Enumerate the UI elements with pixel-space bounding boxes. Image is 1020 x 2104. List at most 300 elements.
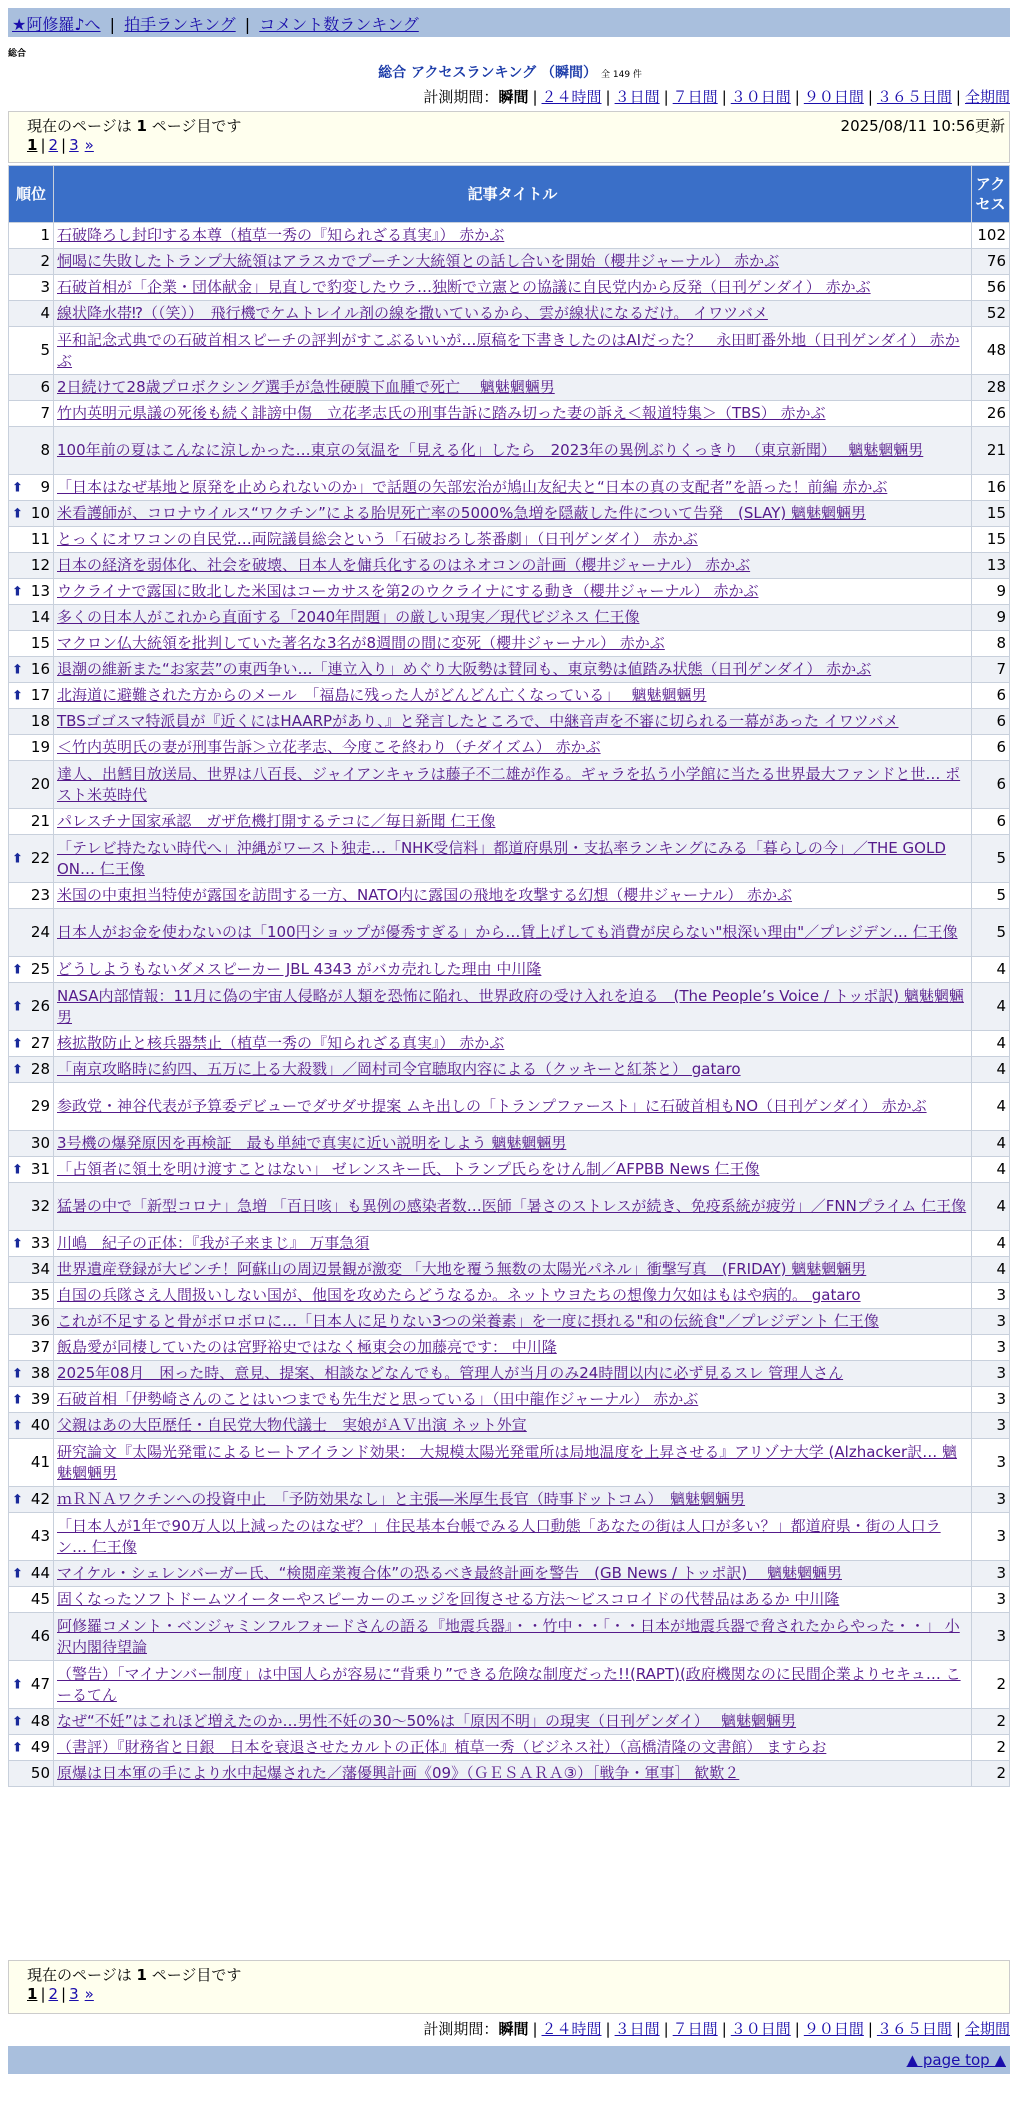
title-cell xyxy=(54,375,972,401)
article-link[interactable]: ウクライナで露国に敗北した米国はコーカサスを第2のウクライナにする動き（櫻井ジャーナル） 赤かぶ xyxy=(57,582,759,600)
rank-cell xyxy=(9,1335,54,1361)
article-link[interactable]: 「テレビ持たない時代へ」沖縄がワースト独走…「NHK受信料」都道府県別・支払率ランキングにみる「暮らしの今」／THE GOLD ON… 仁王像 xyxy=(57,838,946,878)
access-cell: 9 xyxy=(972,579,1010,605)
access-cell: 5 xyxy=(972,883,1010,909)
pager-separator: | xyxy=(40,1985,46,2003)
article-link[interactable]: 北海道に避難された方からのメール 「福島に残った人がどんどん亡くなっている」 魑魅魍魎男 xyxy=(57,686,707,704)
rank-cell xyxy=(9,1587,54,1613)
nav-separator: | xyxy=(244,15,251,34)
article-link[interactable]: 米国の中東担当特使が露国を訪問する一方、NATO内に露国の飛地を攻撃する幻想（櫻井ジャーナル） 赤かぶ xyxy=(57,886,793,904)
title-cell xyxy=(54,527,972,553)
access-cell: 4 xyxy=(972,1157,1010,1183)
table-row xyxy=(9,1335,1010,1361)
access-cell: 6 xyxy=(972,761,1010,809)
table-header-row xyxy=(9,166,1010,223)
access-cell: 3 xyxy=(972,1613,1010,1661)
access-cell: 4 xyxy=(972,983,1010,1031)
title-cell xyxy=(54,1131,972,1157)
period-current: 瞬間 xyxy=(498,2020,529,2038)
rank-up-arrow-icon: ⬆ xyxy=(12,1036,23,1051)
rank-number: 25 xyxy=(30,960,50,978)
article-link[interactable]: 石破首相「伊勢崎さんのことはいつまでも先生だと思っている」（田中龍作ジャーナル） 赤かぶ xyxy=(57,1390,699,1408)
page-top-link[interactable]: ▲ page top ▲ xyxy=(906,2051,1006,2069)
access-cell: 3 xyxy=(972,1413,1010,1439)
article-link[interactable]: 「南京攻略時に約四、五万に上る大殺戮」／岡村司令官聴取内容による（クッキーと紅茶と） gataro xyxy=(57,1060,741,1078)
title-cell xyxy=(54,1309,972,1335)
period-separator: | xyxy=(867,88,873,106)
article-link[interactable]: 3号機の爆発原因を再検証 最も単純で真実に近い説明をしよう 魑魅魍魎男 xyxy=(57,1134,567,1152)
access-cell: 2 xyxy=(972,1709,1010,1735)
access-cell: 48 xyxy=(972,327,1010,375)
period-option-link[interactable]: ９０日間 xyxy=(803,2020,864,2038)
period-separator: | xyxy=(721,2020,727,2038)
article-link[interactable]: 石破首相が「企業・団体献金」見直しで豹変したウラ…独断で立憲との協議に自民党内から反発（日刊ゲンダイ） 赤かぶ xyxy=(57,278,871,296)
article-link[interactable]: 川嶋 紀子の正体：『我が子来まじ』 万事急須 xyxy=(57,1234,370,1252)
title-cell xyxy=(54,301,972,327)
rank-number: 42 xyxy=(30,1490,50,1508)
article-link[interactable]: 世界遺産登録が大ピンチ！阿蘇山の周辺景観が激変 「大地を覆う無数の太陽光パネル」衝撃写真 (FRIDAY) 魑魅魍魎男 xyxy=(57,1260,867,1278)
period-separator: | xyxy=(663,88,669,106)
table-row xyxy=(9,275,1010,301)
access-cell: 7 xyxy=(972,657,1010,683)
access-cell: 5 xyxy=(972,835,1010,883)
access-cell: 3 xyxy=(972,1361,1010,1387)
period-separator: | xyxy=(605,2020,611,2038)
table-row xyxy=(9,1587,1010,1613)
title-cell xyxy=(54,809,972,835)
table-row xyxy=(9,1309,1010,1335)
pager-current-page[interactable]: 1 xyxy=(27,1985,38,2003)
rank-number: 13 xyxy=(30,582,50,600)
period-current: 瞬間 xyxy=(498,88,529,106)
rank-cell xyxy=(9,1513,54,1561)
table-row xyxy=(9,983,1010,1031)
article-link[interactable]: 阿修羅コメント・ベンジャミンフルフォードさんの語る『地震兵器』・・竹中・・「・・日本が地震兵器で脅されたからやった・・」 小沢内閣待望論 xyxy=(57,1616,960,1656)
rank-cell xyxy=(9,501,54,527)
table-row xyxy=(9,1283,1010,1309)
page-info-bottom xyxy=(8,1960,1010,2014)
article-link[interactable]: 100年前の夏はこんなに涼しかった…東京の気温を「見える化」したら 2023年の異例ぶりくっきり （東京新聞） 魑魅魍魎男 xyxy=(57,441,924,459)
rank-up-arrow-icon: ⬆ xyxy=(12,584,23,599)
page-info-text: 現在のページは 1 ページ目です xyxy=(27,117,242,135)
title-cell xyxy=(54,1513,972,1561)
period-option-link[interactable]: 全期間 xyxy=(964,88,1010,106)
title-cell xyxy=(54,761,972,809)
rank-cell xyxy=(9,1131,54,1157)
access-cell: 21 xyxy=(972,427,1010,475)
article-link[interactable]: （書評）『財務省と日銀 日本を衰退させたカルトの正体』植草一秀（ビジネス社）（高橋清隆の文書館） ますらお xyxy=(57,1738,827,1756)
period-option-link[interactable]: ３６５日間 xyxy=(876,88,952,106)
period-option-link[interactable]: ３日間 xyxy=(614,88,660,106)
article-link[interactable]: これが不足すると骨がボロボロに…「日本人に足りない3つの栄養素」を一度に摂れる"和の伝統食"／プレジデント 仁王像 xyxy=(57,1312,879,1330)
title-cell xyxy=(54,983,972,1031)
access-cell: 26 xyxy=(972,401,1010,427)
clap-ranking-link[interactable]: 拍手ランキング xyxy=(124,15,236,34)
access-cell: 4 xyxy=(972,1031,1010,1057)
rank-up-arrow-icon: ⬆ xyxy=(12,662,23,677)
title-cell xyxy=(54,1709,972,1735)
article-link[interactable]: 父親はあの大臣歴任・自民党大物代議士 実娘がＡＶ出演 ネット外宣 xyxy=(57,1416,527,1434)
article-link[interactable]: 研究論文『太陽光発電によるヒートアイランド効果： 大規模太陽光発電所は局地温度を上昇させる』アリゾナ大学 (Alzhacker訳… 魑魅魍魎男 xyxy=(57,1442,957,1482)
table-row xyxy=(9,683,1010,709)
access-cell: 4 xyxy=(972,1083,1010,1131)
article-link[interactable]: ｍＲＮＡワクチンへの投資中止 「予防効果なし」と主張―米厚生長官（時事ドットコム） 魑魅魍魎男 xyxy=(57,1490,746,1508)
pager-page-link[interactable]: 3 xyxy=(69,1985,79,2003)
period-separator: | xyxy=(605,88,611,106)
title-cell xyxy=(54,1057,972,1083)
access-cell: 4 xyxy=(972,1131,1010,1157)
article-link[interactable]: 原爆は日本軍の手により水中起爆された／藩優興計画《09》（ＧＥＳＡＲＡ③）［戦争・軍事］ 歓歎２ xyxy=(57,1764,740,1782)
article-link[interactable]: 猛暑の中で「新型コロナ」急増 「百日咳」も異例の感染者数…医師「暑さのストレスが続き、免疫系統が疲労」／FNNプライム 仁王像 xyxy=(57,1197,967,1215)
article-link[interactable]: 多くの日本人がこれから直面する「2040年問題」の厳しい現実／現代ビジネス 仁王像 xyxy=(57,608,640,626)
rank-cell xyxy=(9,275,54,301)
rank-number: 35 xyxy=(30,1286,50,1304)
rank-cell xyxy=(9,1735,54,1761)
article-link[interactable]: 恫喝に失敗したトランプ大統領はアラスカでプーチン大統領との話し合いを開始（櫻井ジャーナル） 赤かぶ xyxy=(57,252,780,270)
table-row xyxy=(9,401,1010,427)
rank-number: 20 xyxy=(30,775,50,793)
access-cell: 2 xyxy=(972,1661,1010,1709)
article-link[interactable]: 2025年08月 困った時、意見、提案、相談などなんでも。管理人が当月のみ24時間以内に必ず見るスレ 管理人さん xyxy=(57,1364,844,1382)
rank-number: 27 xyxy=(30,1034,50,1052)
rank-cell xyxy=(9,1057,54,1083)
article-link[interactable]: 飯島愛が同棲していたのは宮野裕史ではなく極東会の加藤亮です： 中川隆 xyxy=(57,1338,557,1356)
title-cell xyxy=(54,427,972,475)
rank-up-arrow-icon: ⬆ xyxy=(12,1418,23,1433)
article-link[interactable]: 「占領者に領土を明け渡すことはない」 ゼレンスキー氏、トランプ氏らをけん制／AFPBB News 仁王像 xyxy=(57,1160,760,1178)
table-row xyxy=(9,375,1010,401)
rank-number: 43 xyxy=(30,1527,50,1545)
table-row xyxy=(9,1613,1010,1661)
access-cell: 3 xyxy=(972,1335,1010,1361)
title-cell xyxy=(54,579,972,605)
rank-cell xyxy=(9,605,54,631)
title-cell xyxy=(54,401,972,427)
access-cell: 6 xyxy=(972,809,1010,835)
period-option-link[interactable]: ２４時間 xyxy=(541,88,602,106)
rank-number: 7 xyxy=(40,404,50,422)
article-link[interactable]: 平和記念式典での石破首相スピーチの評判がすこぶるいいが…原稿を下書きしたのはAIだった？ 永田町番外地（日刊ゲンダイ） 赤かぶ xyxy=(57,330,960,370)
pager-separator: | xyxy=(40,136,46,154)
pager-page-link[interactable]: 2 xyxy=(48,1985,59,2003)
title-cell xyxy=(54,327,972,375)
rank-number: 6 xyxy=(40,378,50,396)
rank-number: 44 xyxy=(30,1564,50,1582)
rank-cell xyxy=(9,1487,54,1513)
title-cell xyxy=(54,1231,972,1257)
page-info-top xyxy=(8,111,1010,163)
rank-up-arrow-icon: ⬆ xyxy=(12,480,23,495)
rank-cell xyxy=(9,223,54,249)
rank-cell xyxy=(9,1257,54,1283)
rank-number: 5 xyxy=(40,341,50,359)
rank-number: 15 xyxy=(30,634,50,652)
rank-cell xyxy=(9,1083,54,1131)
article-link[interactable]: 2日続けて28歳プロボクシング選手が急性硬膜下血腫で死亡 魑魅魍魎男 xyxy=(57,378,555,396)
article-link[interactable]: 竹内英明元県議の死後も続く誹謗中傷 立花孝志氏の刑事告訴に踏み切った妻の訴え＜報道特集＞（TBS） 赤かぶ xyxy=(57,404,826,422)
page-info-text: 現在のページは 1 ページ目です xyxy=(27,1966,242,1984)
rank-number: 41 xyxy=(30,1453,50,1471)
table-row xyxy=(9,1031,1010,1057)
access-cell: 76 xyxy=(972,249,1010,275)
table-row xyxy=(9,809,1010,835)
article-link[interactable]: TBSゴゴスマ特派員が『近くにはHAARPがあり、』と発言したところで、中継音声を不審に切られる一幕があった イワツバメ xyxy=(57,712,899,730)
rank-cell xyxy=(9,1613,54,1661)
table-row xyxy=(9,1735,1010,1761)
rank-cell xyxy=(9,1031,54,1057)
rank-number: 49 xyxy=(30,1738,50,1756)
rank-cell xyxy=(9,631,54,657)
table-row xyxy=(9,427,1010,475)
rank-number: 23 xyxy=(30,886,50,904)
period-separator: | xyxy=(794,2020,800,2038)
table-row xyxy=(9,553,1010,579)
article-link[interactable]: とっくにオワコンの自民党…両院議員総会という「石破おろし茶番劇」（日刊ゲンダイ） 赤かぶ xyxy=(57,530,698,548)
article-link[interactable]: 参政党・神谷代表が予算委デビューでダサダサ提案 ムキ出しの「トランプファースト」に石破首相もNO（日刊ゲンダイ） 赤かぶ xyxy=(57,1097,927,1115)
access-cell: 3 xyxy=(972,1513,1010,1561)
pager-page-link[interactable]: 3 xyxy=(69,136,79,154)
period-option-link[interactable]: ２４時間 xyxy=(541,2020,602,2038)
table-row xyxy=(9,1709,1010,1735)
table-row xyxy=(9,1413,1010,1439)
table-row xyxy=(9,1183,1010,1231)
title-cell xyxy=(54,223,972,249)
access-cell: 3 xyxy=(972,1439,1010,1487)
access-cell: 2 xyxy=(972,1735,1010,1761)
access-cell: 3 xyxy=(972,1283,1010,1309)
access-cell: 3 xyxy=(972,1487,1010,1513)
top-nav-bar xyxy=(8,8,1010,37)
rank-number: 32 xyxy=(30,1197,50,1215)
updated-timestamp: 2025/08/11 10:56更新 xyxy=(840,117,1005,135)
article-link[interactable]: なぜ“不妊”はこれほど増えたのか…男性不妊の30～50%は「原因不明」の現実（日刊ゲンダイ） 魑魅魍魎男 xyxy=(57,1712,797,1730)
period-option-link[interactable]: 全期間 xyxy=(964,2020,1010,2038)
period-option-link[interactable]: ９０日間 xyxy=(803,88,864,106)
table-row xyxy=(9,1387,1010,1413)
rank-cell xyxy=(9,1661,54,1709)
pager-next-link[interactable]: » xyxy=(84,136,94,154)
rank-up-arrow-icon: ⬆ xyxy=(12,688,23,703)
access-cell: 102 xyxy=(972,223,1010,249)
article-link[interactable]: マイケル・シェレンバーガー氏、“検閲産業複合体”の恐るべき最終計画を警告 (GB News / トッポ訳) 魑魅魍魎男 xyxy=(57,1564,842,1582)
period-option-link[interactable]: ３日間 xyxy=(614,2020,660,2038)
title-cell xyxy=(54,631,972,657)
access-cell: 6 xyxy=(972,683,1010,709)
rank-cell xyxy=(9,1183,54,1231)
rank-cell xyxy=(9,1761,54,1787)
period-option-link[interactable]: ３６５日間 xyxy=(876,2020,952,2038)
table-row xyxy=(9,631,1010,657)
table-row xyxy=(9,1513,1010,1561)
rank-number: 3 xyxy=(40,278,50,296)
page-title xyxy=(0,62,1020,82)
access-cell: 4 xyxy=(972,1183,1010,1231)
rank-cell xyxy=(9,957,54,983)
pagination xyxy=(27,136,991,154)
rank-up-arrow-icon: ⬆ xyxy=(12,506,23,521)
title-cell xyxy=(54,1413,972,1439)
table-row xyxy=(9,1083,1010,1131)
rank-number: 40 xyxy=(30,1416,50,1434)
table-row xyxy=(9,1057,1010,1083)
table-row xyxy=(9,1157,1010,1183)
rank-number: 14 xyxy=(30,608,50,626)
rank-number: 45 xyxy=(30,1590,50,1608)
period-separator: | xyxy=(955,88,961,106)
table-row xyxy=(9,527,1010,553)
period-separator: | xyxy=(532,2020,538,2038)
access-cell: 3 xyxy=(972,1561,1010,1587)
article-link[interactable]: ＜竹内英明氏の妻が刑事告訴＞立花孝志、今度こそ終わり（チダイズム） 赤かぶ xyxy=(57,738,601,756)
table-row xyxy=(9,1257,1010,1283)
rank-number: 47 xyxy=(30,1675,50,1693)
title-cell xyxy=(54,1735,972,1761)
period-selector xyxy=(423,2018,1010,2039)
article-link[interactable]: パレスチナ国家承認 ガザ危機打開するテコに／毎日新聞 仁王像 xyxy=(57,812,496,830)
table-row xyxy=(9,327,1010,375)
rank-up-arrow-icon: ⬆ xyxy=(12,1714,23,1729)
period-option-link[interactable]: ３０日間 xyxy=(730,88,791,106)
period-option-link[interactable]: ７日間 xyxy=(672,2020,718,2038)
rank-cell xyxy=(9,301,54,327)
rank-number: 2 xyxy=(40,252,50,270)
title-header: 記事タイトル xyxy=(54,166,972,223)
rank-cell xyxy=(9,1387,54,1413)
rank-cell xyxy=(9,553,54,579)
title-cell xyxy=(54,909,972,957)
table-row xyxy=(9,1661,1010,1709)
rank-cell xyxy=(9,835,54,883)
title-cell xyxy=(54,835,972,883)
article-link[interactable]: 核拡散防止と核兵器禁止（植草一秀の『知られざる真実』） 赤かぶ xyxy=(57,1034,505,1052)
rank-number: 1 xyxy=(40,226,50,244)
access-cell: 16 xyxy=(972,475,1010,501)
title-cell xyxy=(54,1157,972,1183)
period-separator: | xyxy=(663,2020,669,2038)
period-separator: | xyxy=(532,88,538,106)
table-row xyxy=(9,475,1010,501)
rank-number: 19 xyxy=(30,738,50,756)
rank-number: 4 xyxy=(40,304,50,322)
table-row xyxy=(9,223,1010,249)
title-cell xyxy=(54,883,972,909)
bottom-bar xyxy=(8,2046,1010,2074)
rank-cell xyxy=(9,909,54,957)
rank-cell xyxy=(9,761,54,809)
title-cell xyxy=(54,475,972,501)
period-label: 計測期間： xyxy=(423,2020,499,2038)
title-cell xyxy=(54,1183,972,1231)
home-link[interactable]: ★阿修羅♪へ xyxy=(12,15,101,34)
article-link[interactable]: 線状降水帯⁉（（笑）） 飛行機でケムトレイル剤の線を撒いているから、雲が線状になるだけ。 イワツバメ xyxy=(57,304,768,322)
rank-number: 50 xyxy=(30,1764,50,1782)
article-link[interactable]: 米看護師が、コロナウイルス“ワクチン”による胎児死亡率の5000%急増を隠蔽した件について告発 (SLAY) 魑魅魍魎男 xyxy=(57,504,866,522)
period-separator: | xyxy=(794,88,800,106)
article-link[interactable]: 自国の兵隊さえ人間扱いしない国が、他国を攻めたらどうなるか。ネットウヨたちの想像力欠如はもはや病的。 gataro xyxy=(57,1286,861,1304)
rank-cell xyxy=(9,427,54,475)
rank-number: 48 xyxy=(30,1712,50,1730)
title-cell xyxy=(54,553,972,579)
period-label: 計測期間： xyxy=(423,88,499,106)
period-selector xyxy=(423,86,1010,107)
article-link[interactable]: NASA内部情報：11月に偽の宇宙人侵略が人類を恐怖に陥れ、世界政府の受け入れを迫る (The People’s Voice / トッポ訳) 魑魅魍魎男 xyxy=(57,986,964,1026)
title-cell xyxy=(54,1083,972,1131)
table-row xyxy=(9,1361,1010,1387)
pager-page-link[interactable]: 2 xyxy=(48,136,59,154)
table-row xyxy=(9,735,1010,761)
rank-number: 26 xyxy=(30,997,50,1015)
article-link[interactable]: 日本の経済を弱体化、社会を破壊、日本人を傭兵化するのはネオコンの計画（櫻井ジャーナル） 赤かぶ xyxy=(57,556,751,574)
rank-cell xyxy=(9,883,54,909)
article-link[interactable]: 石破降ろし封印する本尊（植草一秀の『知られざる真実』） 赤かぶ xyxy=(57,226,505,244)
pager-next-link[interactable]: » xyxy=(84,1985,94,2003)
pager-current-page[interactable]: 1 xyxy=(27,136,38,154)
rank-cell xyxy=(9,809,54,835)
rank-number: 22 xyxy=(30,849,50,867)
table-row xyxy=(9,761,1010,809)
period-option-link[interactable]: ７日間 xyxy=(672,88,718,106)
access-cell: 3 xyxy=(972,1387,1010,1413)
period-separator: | xyxy=(721,88,727,106)
rank-cell xyxy=(9,375,54,401)
article-link[interactable]: 固くなったソフトドームツイーターやスピーカーのエッジを回復させる方法～ビスコロイドの代替品はあるか 中川隆 xyxy=(57,1590,840,1608)
rank-cell xyxy=(9,475,54,501)
title-cell xyxy=(54,1487,972,1513)
title-cell xyxy=(54,1031,972,1057)
title-cell xyxy=(54,709,972,735)
article-link[interactable]: 「日本人が1年で90万人以上減ったのはなぜ？」住民基本台帳でみる人口動態「あなたの街は人口が多い？」都道府県・街の人口ラン… 仁王像 xyxy=(57,1516,941,1556)
table-row xyxy=(9,957,1010,983)
article-link[interactable]: 退潮の維新また“お家芸”の東西争い…「連立入り」めぐり大阪勢は賛同も、東京勢は値踏み状態（日刊ゲンダイ） 赤かぶ xyxy=(57,660,872,678)
access-cell: 9 xyxy=(972,605,1010,631)
rank-up-arrow-icon: ⬆ xyxy=(12,999,23,1014)
rank-cell xyxy=(9,579,54,605)
rank-cell xyxy=(9,327,54,375)
title-cell xyxy=(54,275,972,301)
article-link[interactable]: マクロン仏大統領を批判していた著名な3名が8週間の間に変死（櫻井ジャーナル） 赤かぶ xyxy=(57,634,665,652)
rank-cell xyxy=(9,1439,54,1487)
article-link[interactable]: 達人、出鱈目放送局、世界は八百長、ジャイアンキャラは藤子不二雄が作る。ギャラを払う小学館に当たる世界最大ファンドと世… ポスト米英時代 xyxy=(57,764,961,804)
comment-ranking-link[interactable]: コメント数ランキング xyxy=(259,15,419,34)
title-cell xyxy=(54,957,972,983)
article-link[interactable]: どうしようもないダメスピーカー JBL 4343 がバカ売れした理由 中川隆 xyxy=(57,960,542,978)
table-row xyxy=(9,1231,1010,1257)
article-link[interactable]: 「日本はなぜ基地と原発を止められないのか」で話題の矢部宏治が鳩山友紀夫と“日本の真の支配者”を語った！前編 赤かぶ xyxy=(57,478,888,496)
nav-separator: | xyxy=(109,15,116,34)
rank-up-arrow-icon: ⬆ xyxy=(12,1392,23,1407)
access-cell: 15 xyxy=(972,501,1010,527)
rank-cell xyxy=(9,1361,54,1387)
table-row xyxy=(9,909,1010,957)
access-cell: 4 xyxy=(972,957,1010,983)
rank-number: 31 xyxy=(30,1160,50,1178)
table-row xyxy=(9,1487,1010,1513)
article-link[interactable]: 日本人がお金を使わないのは「100円ショップが優秀すぎる」から…賃上げしても消費が戻らない"根深い理由"／プレジデン… 仁王像 xyxy=(57,923,958,941)
access-header: アクセス xyxy=(972,166,1010,223)
rank-cell xyxy=(9,249,54,275)
rank-number: 36 xyxy=(30,1312,50,1330)
access-cell: 4 xyxy=(972,1231,1010,1257)
title-cell xyxy=(54,1257,972,1283)
rank-number: 9 xyxy=(40,478,50,496)
rank-cell xyxy=(9,1413,54,1439)
rank-number: 16 xyxy=(30,660,50,678)
rank-cell xyxy=(9,1157,54,1183)
article-link[interactable]: （警告）「マイナンバー制度」は中国人らが容易に“背乗り”できる危険な制度だった!!(RAPT)(政府機関なのに民間企業よりセキュ… こーるてん xyxy=(57,1664,961,1704)
rank-number: 11 xyxy=(30,530,50,548)
rank-number: 17 xyxy=(30,686,50,704)
period-option-link[interactable]: ３０日間 xyxy=(730,2020,791,2038)
